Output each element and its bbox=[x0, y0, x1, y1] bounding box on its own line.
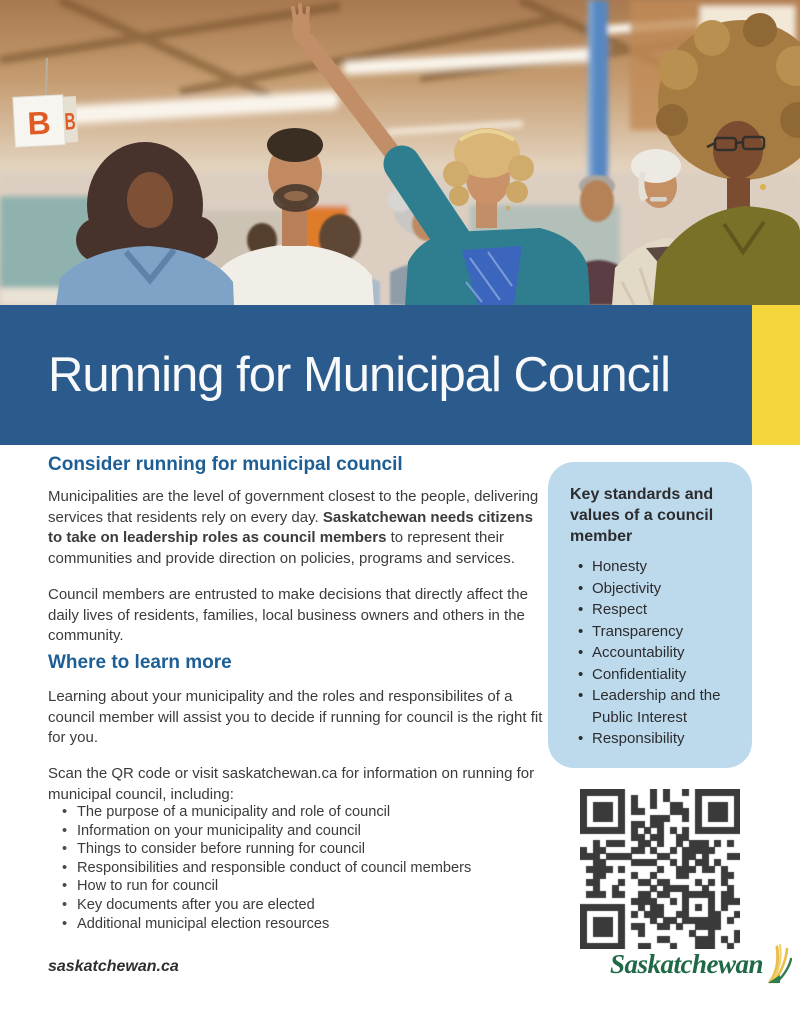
list-item: • Honesty bbox=[578, 556, 740, 578]
list-item: • Accountability bbox=[578, 642, 740, 664]
list-item: • Objectivity bbox=[578, 578, 740, 600]
para1-post: to represent their communities and provide direction on policies, programs and services. bbox=[48, 529, 515, 567]
yellow-accent-stripe bbox=[752, 305, 800, 445]
list-item: • How to run for council bbox=[62, 877, 532, 896]
page-title: Running for Municipal Council bbox=[48, 348, 670, 402]
list-item: • Transparency bbox=[578, 621, 740, 643]
list-item: • Additional municipal election resources bbox=[62, 915, 532, 934]
consider-paragraph-2: Council members are entrusted to make decisions that directly affect the daily lives of residents, families, local business owners and others in the community. bbox=[48, 586, 528, 644]
saskatchewan-logo-text: Saskatchewan bbox=[610, 948, 764, 979]
para1-pre: Municipalities are the level of government closest to the people, delivering services that residents rely on every day. bbox=[48, 488, 539, 526]
cube-letter-side: B bbox=[63, 107, 83, 136]
sidebar-heading: Key standards and values of a council member bbox=[570, 486, 714, 545]
list-item: • The purpose of a municipality and role of council bbox=[62, 803, 532, 822]
list-item: • Confidentiality bbox=[578, 664, 740, 686]
section-heading-learn: Where to learn more bbox=[48, 652, 232, 673]
section-heading-consider: Consider running for municipal council bbox=[48, 454, 403, 475]
list-item: • Things to consider before running for council bbox=[62, 840, 532, 859]
list-item: • Key documents after you are elected bbox=[62, 896, 532, 915]
qr-code bbox=[580, 789, 740, 949]
learn-paragraph-1: Learning about your municipality and the roles and responsibilites of a council member will assist you to decide if running for council is the right fit for you. bbox=[48, 688, 543, 746]
wheat-sheaf-icon bbox=[766, 944, 792, 984]
learn-paragraph-2: Scan the QR code or visit saskatchewan.ca for information on running for municipal council, including: bbox=[48, 765, 535, 803]
consider-paragraph-1 bbox=[48, 487, 548, 569]
sidebar-value-list bbox=[570, 556, 740, 750]
list-item: • Responsibilities and responsible conduct of council members bbox=[62, 859, 532, 878]
website-url: saskatchewan.ca bbox=[48, 958, 179, 975]
cube-letter-front: B bbox=[26, 104, 52, 142]
list-item: • Responsibility bbox=[578, 728, 740, 750]
key-standards-panel bbox=[548, 462, 752, 768]
list-item: • Respect bbox=[578, 599, 740, 621]
learn-bullet-list bbox=[62, 803, 532, 933]
list-item: • Leadership and the Public Interest bbox=[578, 685, 740, 728]
para1-bold: Saskatchewan needs citizens to take on leadership roles as council members bbox=[48, 508, 533, 546]
title-banner bbox=[0, 305, 800, 445]
list-item: • Information on your municipality and council bbox=[62, 822, 532, 841]
saskatchewan-logo bbox=[610, 944, 792, 984]
community-meeting-photo bbox=[0, 0, 800, 305]
